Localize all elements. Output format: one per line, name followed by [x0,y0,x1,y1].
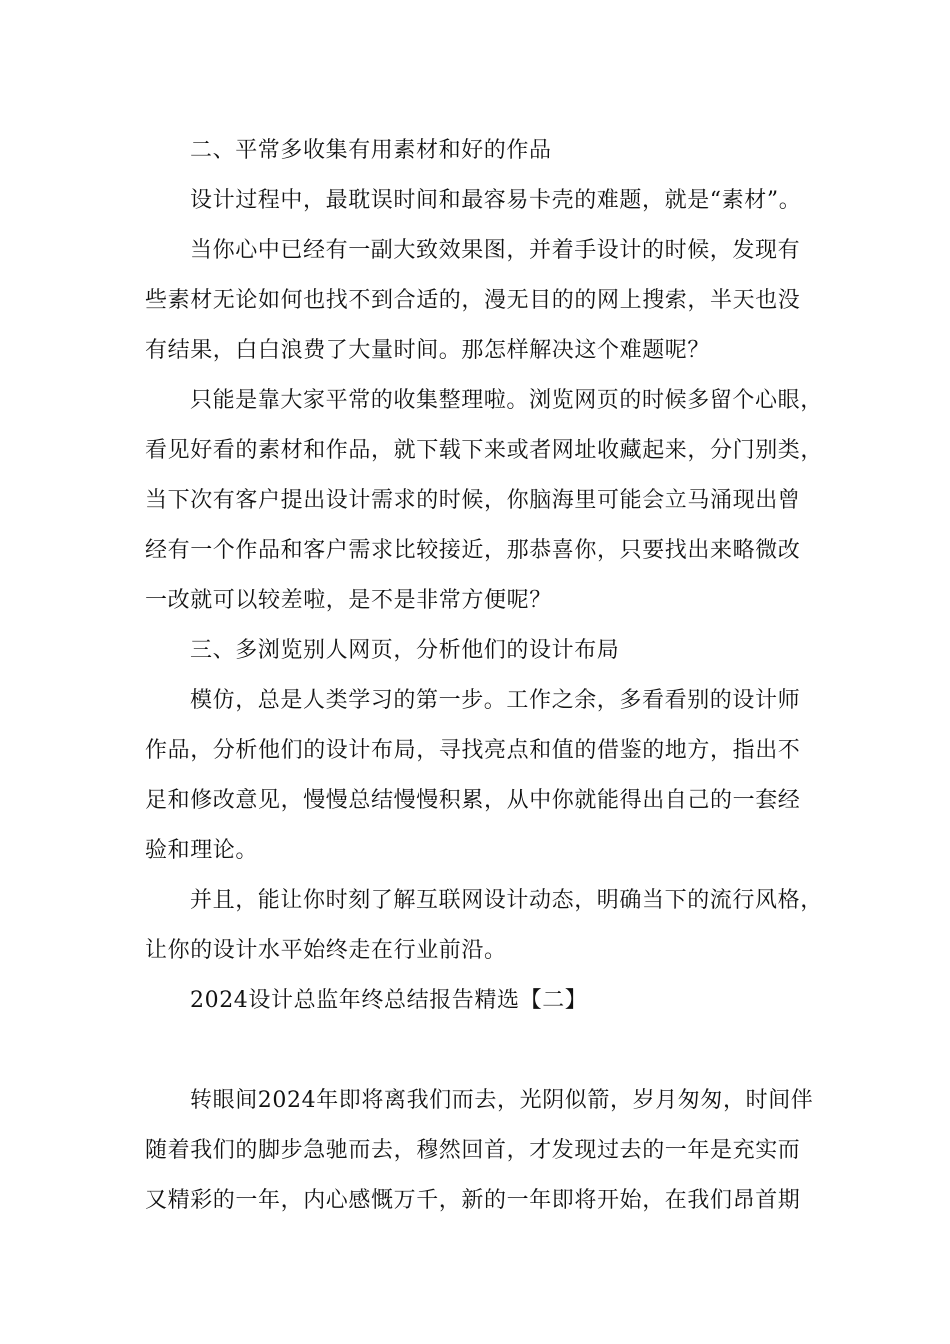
section-heading-2: 二、平常多收集有用素材和好的作品 [190,138,552,163]
paragraph-line: 模仿，总是人类学习的第一步。工作之余，多看看别的设计师 [190,688,801,713]
paragraph-line: 让你的设计水平始终走在行业前沿。 [145,938,507,963]
paragraph-line: 验和理论。 [145,838,259,863]
paragraph-line: 并且，能让你时刻了解互联网设计动态，明确当下的流行风格， [190,888,823,913]
paragraph-line: 随着我们的脚步急驰而去，穆然回首，才发现过去的一年是充实而 [145,1138,801,1163]
paragraph-line: 只能是靠大家平常的收集整理啦。浏览网页的时候多留个心眼， [190,388,823,413]
paragraph-line: 有结果，白白浪费了大量时间。那怎样解决这个难题呢？ [145,338,711,363]
paragraph-line: 一改就可以较差啦，是不是非常方便呢？ [145,588,552,613]
paragraph-line: 些素材无论如何也找不到合适的，漫无目的的网上搜索，半天也没 [145,288,801,313]
report-title: 2024设计总监年终总结报告精选【二】 [190,988,588,1013]
paragraph-line: 足和修改意见，慢慢总结慢慢积累，从中你就能得出自己的一套经 [145,788,801,813]
paragraph-line: 看见好看的素材和作品，就下载下来或者网址收藏起来，分门别类， [145,438,824,463]
paragraph-line: 经有一个作品和客户需求比较接近，那恭喜你，只要找出来略微改 [145,538,801,563]
paragraph-line: 当你心中已经有一副大致效果图，并着手设计的时候，发现有 [190,238,801,263]
paragraph-line: 作品，分析他们的设计布局，寻找亮点和值的借鉴的地方，指出不 [145,738,801,763]
paragraph-line: 又精彩的一年，内心感慨万千，新的一年即将开始，在我们昂首期 [145,1188,801,1213]
section-heading-3: 三、多浏览别人网页，分析他们的设计布局 [190,638,620,663]
paragraph-line: 转眼间2024年即将离我们而去，光阴似箭，岁月匆匆，时间伴 [190,1088,814,1113]
paragraph-line: 当下次有客户提出设计需求的时候，你脑海里可能会立马涌现出曾 [145,488,801,513]
paragraph-line: 设计过程中，最耽误时间和最容易卡壳的难题，就是“素材”。 [190,188,802,213]
